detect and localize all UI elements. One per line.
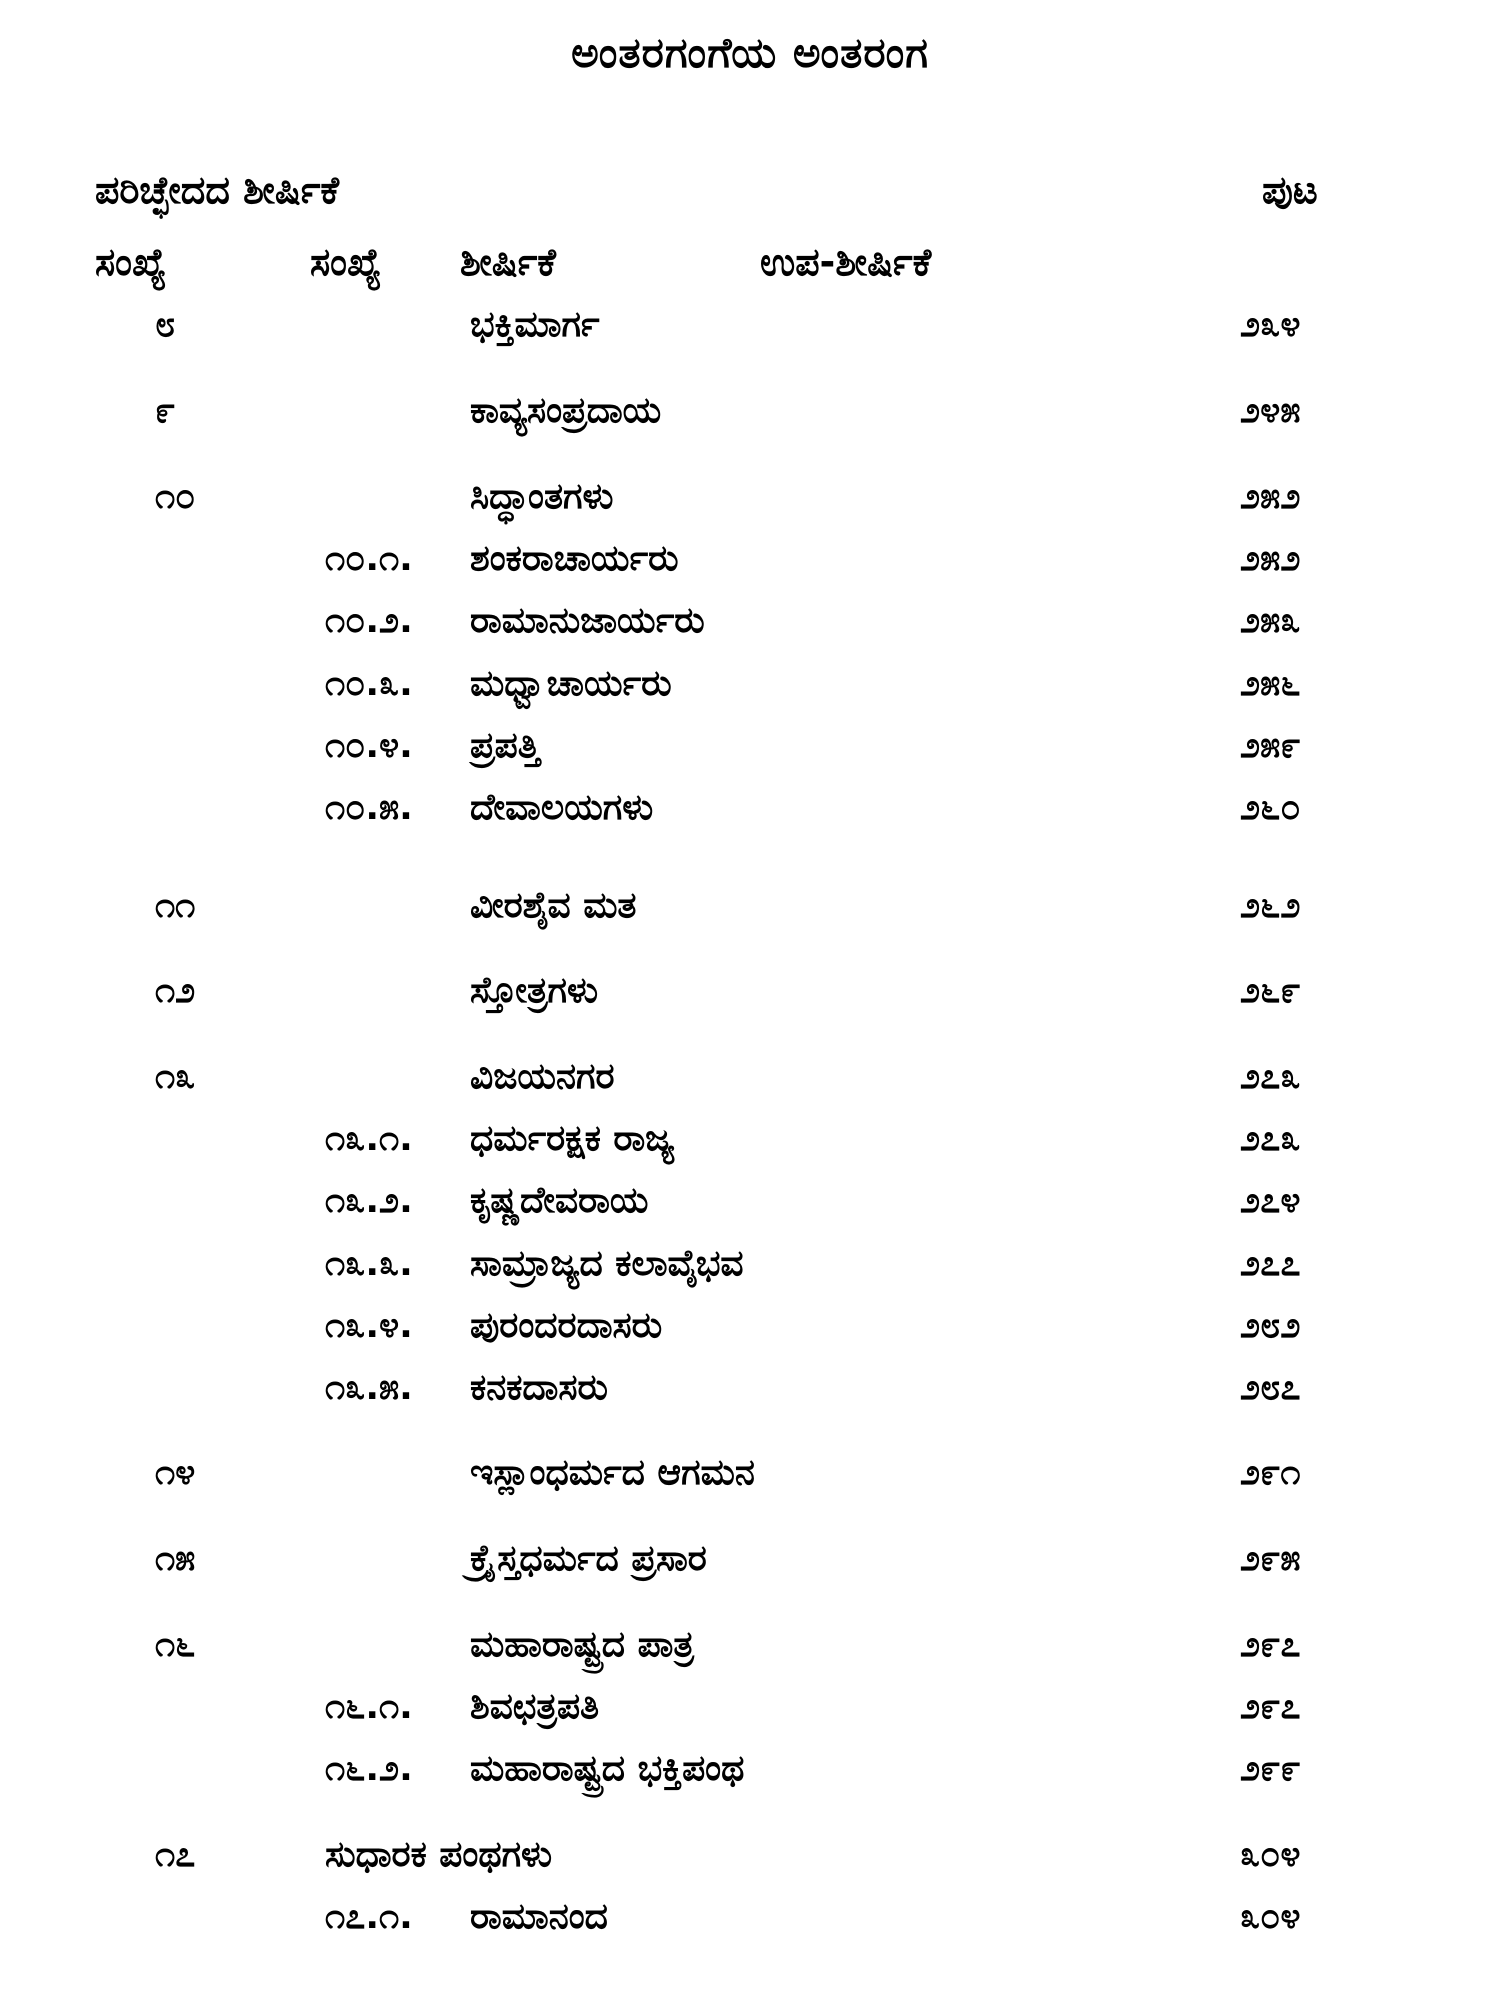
page-number: ೨೬೨ [1240, 885, 1301, 926]
page-number: ೨೮೭ [1240, 1367, 1301, 1408]
entry-title: ಧರ್ಮರಕ್ಷಕ ರಾಜ್ಯ [470, 1118, 675, 1159]
section-number: ೧೦.೨. [325, 600, 413, 641]
entry-title: ಶಂಕರಾಚಾರ್ಯರು [470, 538, 679, 579]
entry-title: ಕ್ರೈಸ್ತಧರ್ಮದ ಪ್ರಸಾರ [470, 1538, 707, 1579]
chapter-number: ೧೧ [155, 885, 196, 926]
section-number: ೧೦.೩. [325, 663, 413, 704]
entry-title: ಸಿದ್ಧಾಂತಗಳು [470, 476, 614, 517]
header-number-1: ಸಂಖ್ಯೆ [95, 240, 167, 284]
toc-row [0, 1243, 1500, 1295]
chapter-number: ೧೪ [155, 1452, 196, 1493]
toc-row [0, 1367, 1500, 1419]
header-heading: ಶೀರ್ಷಿಕೆ [460, 240, 556, 284]
page-title: ಅಂತರಗಂಗೆಯ ಅಂತರಂಗ [571, 28, 929, 77]
chapter-number: ೯ [155, 390, 176, 431]
section-number: ೧೩.೪. [325, 1305, 413, 1346]
entry-title: ವೀರಶೈವ ಮತ [470, 885, 637, 926]
header-chapter-title: ಪರಿಚ್ಛೇದದ ಶೀರ್ಷಿಕೆ [95, 168, 340, 212]
entry-title: ಸುಧಾರಕ ಪಂಥಗಳು [325, 1834, 553, 1875]
entry-title: ರಾಮಾನಂದ [470, 1896, 608, 1937]
toc-row [0, 1624, 1500, 1676]
section-number: ೧೦.೪. [325, 725, 413, 766]
entry-title: ಸ್ತೋತ್ರಗಳು [470, 970, 599, 1011]
entry-title: ವಿಜಯನಗರ [470, 1056, 615, 1097]
entry-title: ಪ್ರಪತ್ತಿ [470, 725, 540, 766]
chapter-number: ೧೩ [155, 1056, 196, 1097]
toc-row [0, 885, 1500, 937]
entry-title: ಕನಕದಾಸರು [470, 1367, 608, 1408]
section-number: ೧೦.೫. [325, 787, 413, 828]
page-number: ೨೫೨ [1240, 476, 1301, 517]
chapter-number: ೮ [155, 304, 176, 345]
entry-title: ಪುರಂದರದಾಸರು [470, 1305, 663, 1346]
section-number: ೧೩.೫. [325, 1367, 413, 1408]
entry-title: ಭಕ್ತಿಮಾರ್ಗ [470, 304, 600, 345]
entry-title: ಮಹಾರಾಷ್ಟ್ರದ ಪಾತ್ರ [470, 1624, 694, 1665]
chapter-number: ೧೫ [155, 1538, 196, 1579]
entry-title: ಕೃಷ್ಣದೇವರಾಯ [470, 1180, 649, 1221]
page-number: ೨೯೯ [1240, 1748, 1301, 1789]
entry-title: ರಾಮಾನುಜಾರ್ಯರು [470, 600, 705, 641]
chapter-number: ೧೨ [155, 970, 196, 1011]
page-number: ೨೯೭ [1240, 1686, 1301, 1727]
chapter-number: ೧೦ [155, 476, 196, 517]
page-number: ೨೯೧ [1240, 1452, 1301, 1493]
page-number: ೨೫೩ [1240, 600, 1301, 641]
section-number: ೧೦.೧. [325, 538, 413, 579]
page-number: ೨೫೯ [1240, 725, 1301, 766]
page-number: ೨೭೩ [1240, 1118, 1301, 1159]
entry-title: ಸಾಮ್ರಾಜ್ಯದ ಕಲಾವೈಭವ [470, 1243, 744, 1284]
page-number: ೨೫೬ [1240, 663, 1301, 704]
page-number: ೨೮೨ [1240, 1305, 1301, 1346]
toc-row [0, 1305, 1500, 1357]
section-number: ೧೩.೩. [325, 1243, 413, 1284]
section-number: ೧೩.೧. [325, 1118, 413, 1159]
page-number: ೨೭೩ [1240, 1056, 1301, 1097]
page-number: ೩೦೪ [1240, 1834, 1301, 1875]
toc-row [0, 1118, 1500, 1170]
header-sub-heading: ಉಪ-ಶೀರ್ಷಿಕೆ [760, 240, 932, 284]
toc-row [0, 1686, 1500, 1738]
toc-row [0, 1834, 1500, 1886]
section-number: ೧೩.೨. [325, 1180, 413, 1221]
chapter-number: ೧೭ [155, 1834, 196, 1875]
toc-row [0, 304, 1500, 356]
toc-row [0, 538, 1500, 590]
entry-title: ಮಹಾರಾಷ್ಟ್ರದ ಭಕ್ತಿಪಂಥ [470, 1748, 745, 1789]
page-number: ೨೩೪ [1240, 304, 1301, 345]
toc-row [0, 663, 1500, 715]
chapter-number: ೧೬ [155, 1624, 196, 1665]
toc-row [0, 600, 1500, 652]
entry-title: ದೇವಾಲಯಗಳು [470, 787, 654, 828]
entry-title: ಶಿವಛತ್ರಪತಿ [470, 1686, 600, 1727]
toc-row [0, 1538, 1500, 1590]
section-number: ೧೬.೧. [325, 1686, 413, 1727]
toc-row [0, 725, 1500, 777]
toc-row [0, 390, 1500, 442]
toc-row [0, 1056, 1500, 1108]
entry-title: ಇಸ್ಲಾಂಧರ್ಮದ ಆಗಮನ [470, 1452, 755, 1493]
toc-row [0, 476, 1500, 528]
page-number: ೨೯೭ [1240, 1624, 1301, 1665]
page-number: ೨೪೫ [1240, 390, 1301, 431]
toc-row [0, 1748, 1500, 1800]
toc-row [0, 787, 1500, 839]
page-number: ೨೭೭ [1240, 1243, 1301, 1284]
page-number: ೨೫೨ [1240, 538, 1301, 579]
toc-row [0, 1896, 1500, 1948]
page-number: ೨೬೦ [1240, 787, 1301, 828]
section-number: ೧೭.೧. [325, 1896, 413, 1937]
page-number: ೩೦೪ [1240, 1896, 1301, 1937]
entry-title: ಮಧ್ವಾಚಾರ್ಯರು [470, 663, 672, 704]
toc-row [0, 1180, 1500, 1232]
toc-row [0, 1452, 1500, 1504]
toc-row [0, 970, 1500, 1022]
header-number-2: ಸಂಖ್ಯೆ [310, 240, 382, 284]
page-number: ೨೭೪ [1240, 1180, 1301, 1221]
page-number: ೨೬೯ [1240, 970, 1301, 1011]
section-number: ೧೬.೨. [325, 1748, 413, 1789]
header-page: ಪುಟ [1262, 168, 1318, 212]
page-number: ೨೯೫ [1240, 1538, 1301, 1579]
entry-title: ಕಾವ್ಯಸಂಪ್ರದಾಯ [470, 390, 662, 431]
